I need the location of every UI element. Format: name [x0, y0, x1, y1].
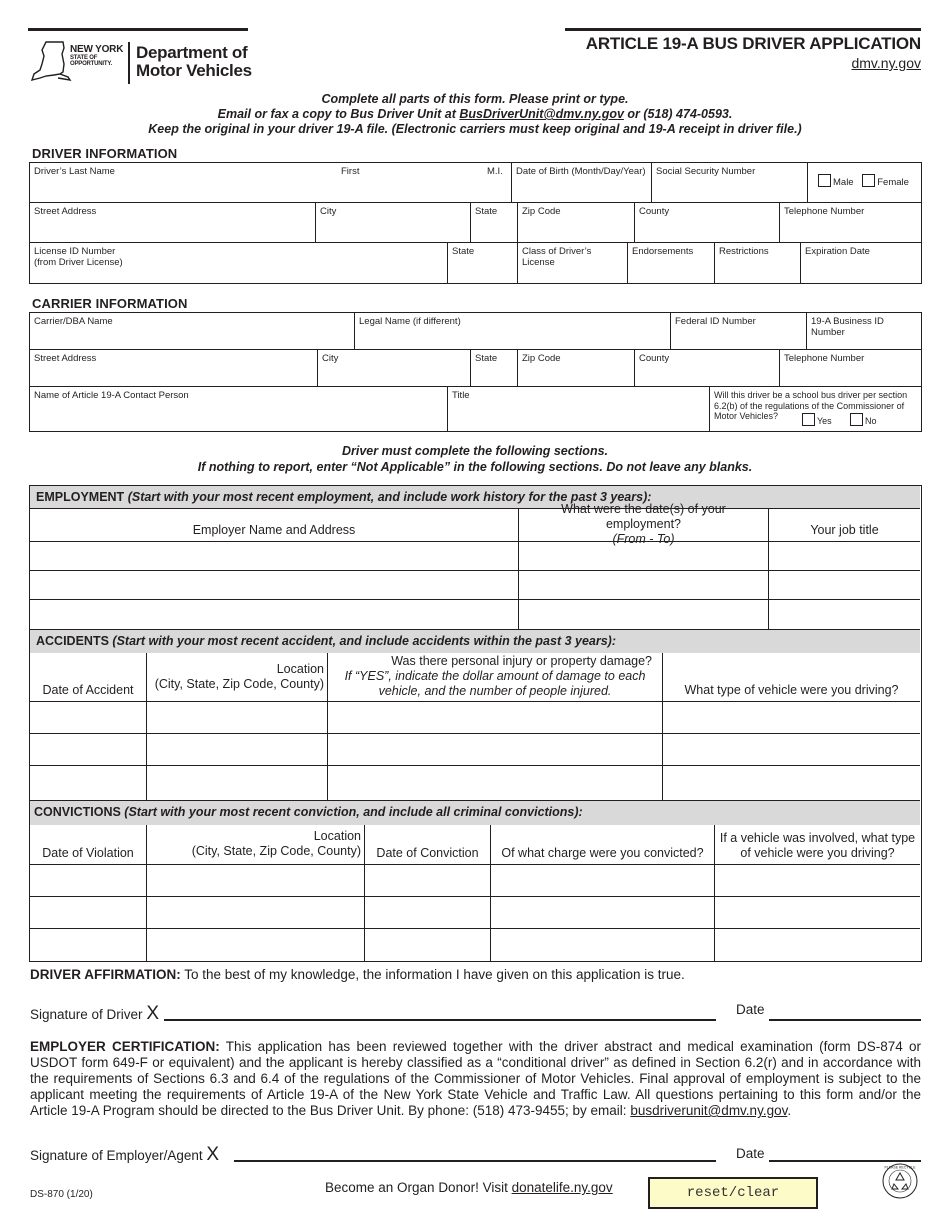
header-rule-left: [28, 28, 248, 31]
federal-id-field[interactable]: Federal ID Number: [671, 313, 807, 350]
driver-state-field[interactable]: State: [471, 203, 518, 243]
conviction-vehicle-input[interactable]: [715, 865, 920, 897]
employment-employer-input[interactable]: [30, 600, 519, 630]
intro-line3: Keep the original in your driver 19-A file. (Electronic carriers must keep original and 19-A receipt in driver file.): [148, 122, 802, 136]
driver-signature-line[interactable]: [164, 1019, 716, 1021]
employment-employer-input[interactable]: [30, 571, 519, 600]
carrier-city-field[interactable]: City: [318, 350, 471, 387]
accident-injury-input[interactable]: [328, 702, 663, 734]
driver-info-box: [29, 162, 922, 284]
license-state-field[interactable]: State: [448, 243, 518, 284]
driver-county-field[interactable]: County: [635, 203, 780, 243]
conviction-date-input[interactable]: [365, 865, 491, 897]
accidents-header: ACCIDENTS (Start with your most recent accident, and include accidents within the past 3 years):: [30, 630, 920, 653]
accident-date-input[interactable]: [30, 734, 147, 766]
convictions-grid: [30, 825, 920, 961]
employment-title-input[interactable]: [769, 571, 920, 600]
employment-dates-input[interactable]: [519, 600, 769, 630]
form-id: DS-870 (1/20): [30, 1189, 93, 1200]
form-title: ARTICLE 19-A BUS DRIVER APPLICATION: [585, 34, 921, 53]
driver-signature-label: Signature of Driver X: [30, 1003, 160, 1024]
convictions-col-location: Location (City, State, Zip Code, County): [147, 825, 365, 865]
convictions-col-charge: Of what charge were you convicted?: [491, 825, 715, 865]
conviction-vehicle-input[interactable]: [715, 929, 920, 961]
site-link[interactable]: dmv.ny.gov: [851, 55, 921, 71]
bus-unit-email-link-2[interactable]: busdriverunit@dmv.ny.gov: [630, 1103, 788, 1118]
license-id-field[interactable]: License ID Number (from Driver License): [30, 243, 448, 284]
conviction-location-input[interactable]: [147, 929, 365, 961]
violation-date-input[interactable]: [30, 865, 147, 897]
contact-title-field[interactable]: Title: [448, 387, 710, 432]
convictions-header: CONVICTIONS (Start with your most recent conviction, and include all criminal convictions):: [30, 801, 920, 825]
expiration-field[interactable]: Expiration Date: [801, 243, 922, 284]
driver-date-label: Date: [736, 1002, 765, 1017]
school-bus-no-checkbox[interactable]: [850, 413, 863, 426]
convictions-col-conviction-date: Date of Conviction: [365, 825, 491, 865]
recycle-text: PLEASE RECYCLE: [884, 1165, 916, 1170]
employer-signature-line[interactable]: [234, 1160, 716, 1162]
ssn-field[interactable]: Social Security Number: [652, 163, 808, 203]
carrier-state-field[interactable]: State: [471, 350, 518, 387]
accidents-grid: [30, 653, 920, 801]
carrier-info-box: [29, 312, 922, 432]
nys-wordmark: [70, 45, 123, 68]
conviction-charge-input[interactable]: [491, 929, 715, 961]
accident-date-input[interactable]: [30, 702, 147, 734]
driver-info-title: DRIVER INFORMATION: [32, 146, 178, 161]
business-id-field[interactable]: 19-A Business ID Number: [807, 313, 922, 350]
department-name: [136, 44, 252, 80]
accidents-col-location: Location (City, State, Zip Code, County): [147, 653, 328, 702]
dob-field[interactable]: Date of Birth (Month/Day/Year): [512, 163, 652, 203]
accident-injury-input[interactable]: [328, 734, 663, 766]
conviction-date-input[interactable]: [365, 897, 491, 929]
carrier-street-field[interactable]: Street Address: [30, 350, 318, 387]
conviction-charge-input[interactable]: [491, 865, 715, 897]
employment-employer-input[interactable]: [30, 542, 519, 571]
school-bus-yes-checkbox[interactable]: [802, 413, 815, 426]
accident-date-input[interactable]: [30, 766, 147, 801]
accident-vehicle-input[interactable]: [663, 734, 920, 766]
accidents-col-date: Date of Accident: [30, 653, 147, 702]
carrier-dba-field[interactable]: Carrier/DBA Name: [30, 313, 355, 350]
convictions-col-vehicle: If a vehicle was involved, what type of vehicle were you driving?: [715, 825, 920, 865]
organ-donor-note: Become an Organ Donor! Visit donatelife.ny.gov: [325, 1180, 613, 1195]
school-bus-question: Will this driver be a school bus driver per section 6.2(b) of the regulations of the Commissioner of Motor Vehicles? Yes No: [710, 387, 922, 432]
driver-affirmation: DRIVER AFFIRMATION: To the best of my knowledge, the information I have given on this application is true.: [30, 967, 685, 982]
violation-date-input[interactable]: [30, 929, 147, 961]
header-rule-right: [565, 28, 921, 31]
driver-date-line[interactable]: [769, 1019, 921, 1021]
accident-vehicle-input[interactable]: [663, 702, 920, 734]
conviction-date-input[interactable]: [365, 929, 491, 961]
employment-dates-input[interactable]: [519, 542, 769, 571]
carrier-legal-field[interactable]: Legal Name (if different): [355, 313, 671, 350]
carrier-phone-field[interactable]: Telephone Number: [780, 350, 922, 387]
license-class-field[interactable]: Class of Driver’s License: [518, 243, 628, 284]
reset-clear-button[interactable]: reset/clear: [648, 1177, 818, 1209]
violation-date-input[interactable]: [30, 897, 147, 929]
nys-line3: OPPORTUNITY.: [70, 61, 112, 68]
recycle-icon: [881, 1162, 919, 1200]
carrier-county-field[interactable]: County: [635, 350, 780, 387]
employment-title-input[interactable]: [769, 600, 920, 630]
convictions-col-violation-date: Date of Violation: [30, 825, 147, 865]
accident-injury-input[interactable]: [328, 766, 663, 801]
employer-certification: EMPLOYER CERTIFICATION: This application has been reviewed together with the driver abstract and medical examination (form DS-874 or USDOT form 649-F or equivalent) and the applicant is hereby classified as a “conditional driver” as defined in Section 6.2(r) and in accordance with the requirements of Sections 6.3 and 6.4 of the regulations of the Commissioner of Motor Vehicles. Final approval of employment is subject to the applicant meeting the requirements of Article 19-A of the New York State Vehicle and Traffic Law. All questions pertaining to this form and/or the Article 19-A Program should be directed to the Bus Driver Unit. By phone: (518) 473-9455; by email: busdriverunit@dmv.ny.gov.: [30, 1039, 922, 1118]
intro-instructions: [0, 92, 950, 137]
history-table: [29, 485, 922, 962]
conviction-charge-input[interactable]: [491, 897, 715, 929]
female-checkbox[interactable]: [862, 174, 875, 187]
accidents-col-injury: Was there personal injury or property damage? If “YES”, indicate the dollar amount of damage to each vehicle, and the number of people injured.: [328, 653, 663, 702]
restrictions-field[interactable]: Restrictions: [715, 243, 801, 284]
nys-line1: NEW YORK: [70, 44, 124, 55]
accident-location-input[interactable]: [147, 702, 328, 734]
employment-header: EMPLOYMENT (Start with your most recent employment, and include work history for the past 3 years):: [30, 486, 920, 508]
male-checkbox[interactable]: [818, 174, 831, 187]
accident-vehicle-input[interactable]: [663, 766, 920, 801]
employment-grid: [30, 502, 920, 630]
accident-location-input[interactable]: [147, 734, 328, 766]
employment-col-title: Your job title: [769, 508, 920, 542]
accidents-col-vehicle: What type of vehicle were you driving?: [663, 653, 920, 702]
bus-unit-email-link[interactable]: BusDriverUnit@dmv.ny.gov: [459, 107, 624, 121]
dept-line2: Motor Vehicles: [136, 61, 252, 80]
employment-title-input[interactable]: [769, 542, 920, 571]
conviction-location-input[interactable]: [147, 865, 365, 897]
conviction-location-input[interactable]: [147, 897, 365, 929]
contact-person-field[interactable]: Name of Article 19-A Contact Person: [30, 387, 448, 432]
driver-name-field[interactable]: Driver’s Last Name First M.I.: [30, 163, 512, 203]
driver-phone-field[interactable]: Telephone Number: [780, 203, 922, 243]
employer-date-label: Date: [736, 1146, 765, 1161]
conviction-vehicle-input[interactable]: [715, 897, 920, 929]
nys-map-logo-icon: [30, 40, 72, 86]
driver-street-field[interactable]: Street Address: [30, 203, 316, 243]
carrier-info-title: CARRIER INFORMATION: [32, 296, 188, 311]
employment-col-employer: Employer Name and Address: [30, 508, 519, 542]
intro-line1: Complete all parts of this form. Please print or type.: [321, 92, 629, 106]
gender-field: Male Female: [808, 163, 922, 203]
organ-donor-link[interactable]: donatelife.ny.gov: [511, 1180, 613, 1195]
dept-line1: Department of: [136, 43, 248, 62]
nys-line2: STATE OF: [70, 55, 98, 61]
accident-location-input[interactable]: [147, 766, 328, 801]
endorsements-field[interactable]: Endorsements: [628, 243, 715, 284]
intro-line2: Email or fax a copy to Bus Driver Unit at BusDriverUnit@dmv.ny.gov or (518) 474-0593.: [217, 107, 733, 121]
carrier-zip-field[interactable]: Zip Code: [518, 350, 635, 387]
driver-city-field[interactable]: City: [316, 203, 471, 243]
employer-signature-label: Signature of Employer/Agent X: [30, 1144, 220, 1165]
employment-col-dates: What were the date(s) of your employment? (From - To): [519, 508, 769, 542]
employment-dates-input[interactable]: [519, 571, 769, 600]
driver-zip-field[interactable]: Zip Code: [518, 203, 635, 243]
logo-divider: [128, 42, 130, 84]
notice: Driver must complete the following sections. If nothing to report, enter “Not Applicable” in the following sections. Do not leave any blanks.: [197, 444, 753, 474]
